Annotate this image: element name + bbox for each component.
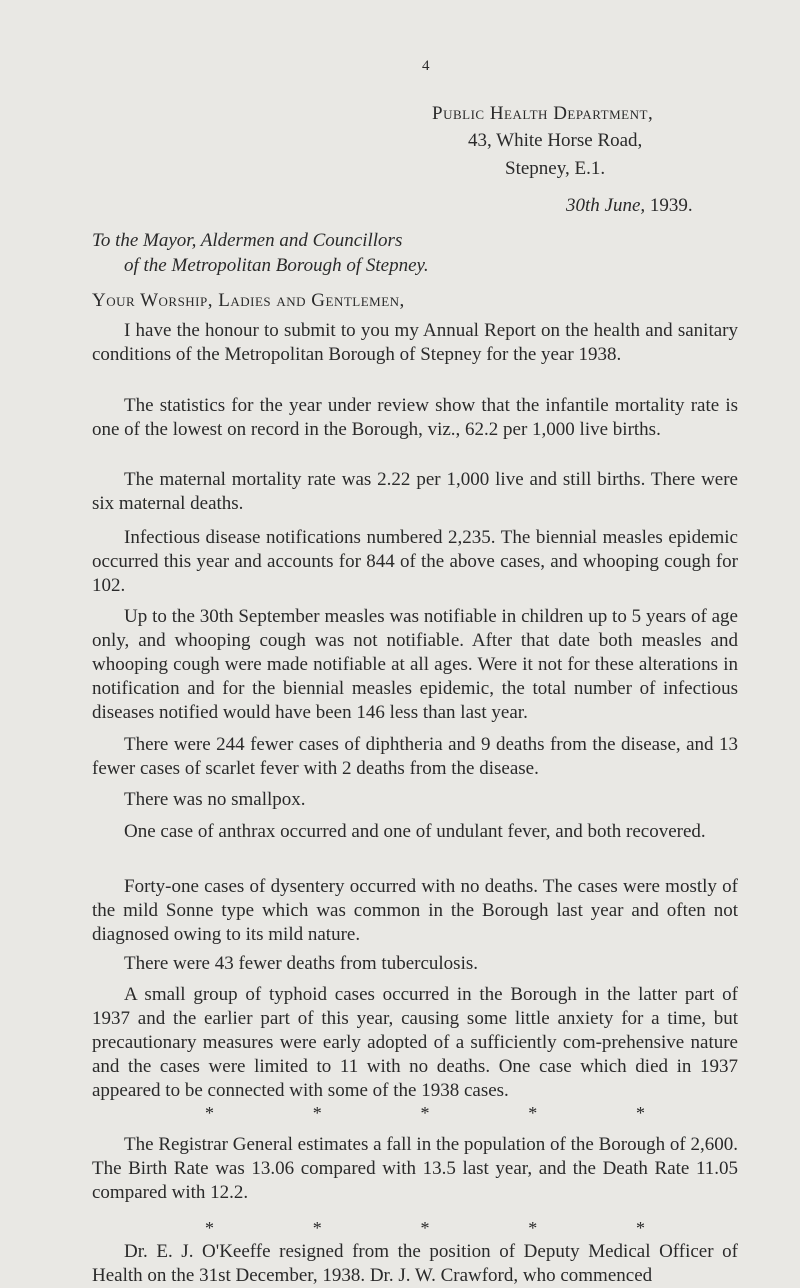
paragraph-maternal-mortality: The maternal mortality rate was 2.22 per 1,000 live and still births. There were six maternal deaths. (92, 469, 738, 514)
separator-star: * (636, 1218, 645, 1238)
greeting: Your Worship, Ladies and Gentlemen, (92, 290, 405, 311)
separator-star: * (528, 1103, 538, 1123)
paragraph-staff-changes: Dr. E. J. O'Keeffe resigned from the position of Deputy Medical Officer of Health on the 31st December, 1938. Dr. J. W. Crawford, who commenced (92, 1241, 738, 1286)
district-address: Stepney, E.1. (505, 158, 606, 179)
addressee-line-2: of the Metropolitan Borough of Stepney. (124, 255, 429, 276)
page-number: 4 (422, 58, 430, 74)
section-separator-1 (205, 1103, 645, 1124)
separator-star: * (312, 1218, 322, 1238)
addressee-line-1: To the Mayor, Aldermen and Councillors (92, 230, 403, 251)
separator-star: * (420, 1218, 430, 1238)
paragraph-measles: Up to the 30th September measles was notifiable in children up to 5 years of age only, and whooping cough was not notifiable. After that date both measles and whooping cough were made notifiable at all ages. Were it not for these alterations in notification and for the biennial measles epidemic, the total number of infectious diseases notified would have been 146 less than last year. (92, 606, 738, 723)
department-name: Public Health Department, (432, 103, 654, 124)
separator-star: * (205, 1218, 214, 1238)
paragraph-infant-mortality: The statistics for the year under review show that the infantile mortality rate is one of the lowest on record in the Borough, viz., 62.2 per 1,000 live births. (92, 395, 738, 440)
paragraph-typhoid: A small group of typhoid cases occurred in the Borough in the latter part of 1937 and the earlier part of this year, causing some little anxiety for a time, but precautionary measures were early adopted of a sufficiently com-prehensive nature and the cases were limited to 11 with no deaths. One case which died in 1937 appeared to be connected with some of the 1938 cases. (92, 984, 738, 1101)
paragraph-diphtheria: There were 244 fewer cases of diphtheria and 9 deaths from the disease, and 13 fewer cases of scarlet fever with 2 deaths from the disease. (92, 734, 738, 779)
paragraph-smallpox: There was no smallpox. (124, 789, 306, 810)
street-address: 43, White Horse Road, (468, 130, 643, 151)
paragraph-notifications: Infectious disease notifications numbered 2,235. The biennial measles epidemic occurred this year and accounts for 844 of the above cases, and whooping cough for 102. (92, 527, 738, 596)
paragraph-anthrax: One case of anthrax occurred and one of undulant fever, and both recovered. (124, 821, 706, 842)
report-date-day: 30th June, (566, 195, 646, 216)
report-date-year: 1939. (645, 195, 693, 216)
paragraph-report-intro: I have the honour to submit to you my Annual Report on the health and sanitary conditions of the Metropolitan Borough of Stepney for the year 1938. (92, 320, 738, 365)
report-date (566, 195, 693, 217)
separator-star: * (205, 1103, 214, 1123)
separator-star: * (528, 1218, 538, 1238)
paragraph-dysentery: Forty-one cases of dysentery occurred with no deaths. The cases were mostly of the mild Sonne type which was common in the Borough last year and often not diagnosed owing to its mild nature. (92, 876, 738, 945)
paragraph-registrar-general: The Registrar General estimates a fall in the population of the Borough of 2,600. The Birth Rate was 13.06 compared with 13.5 last year, and the Death Rate 11.05 compared with 12.2. (92, 1134, 738, 1203)
separator-star: * (420, 1103, 430, 1123)
separator-star: * (312, 1103, 322, 1123)
separator-star: * (636, 1103, 645, 1123)
paragraph-tuberculosis: There were 43 fewer deaths from tuberculosis. (124, 953, 478, 974)
section-separator-2 (205, 1218, 645, 1239)
